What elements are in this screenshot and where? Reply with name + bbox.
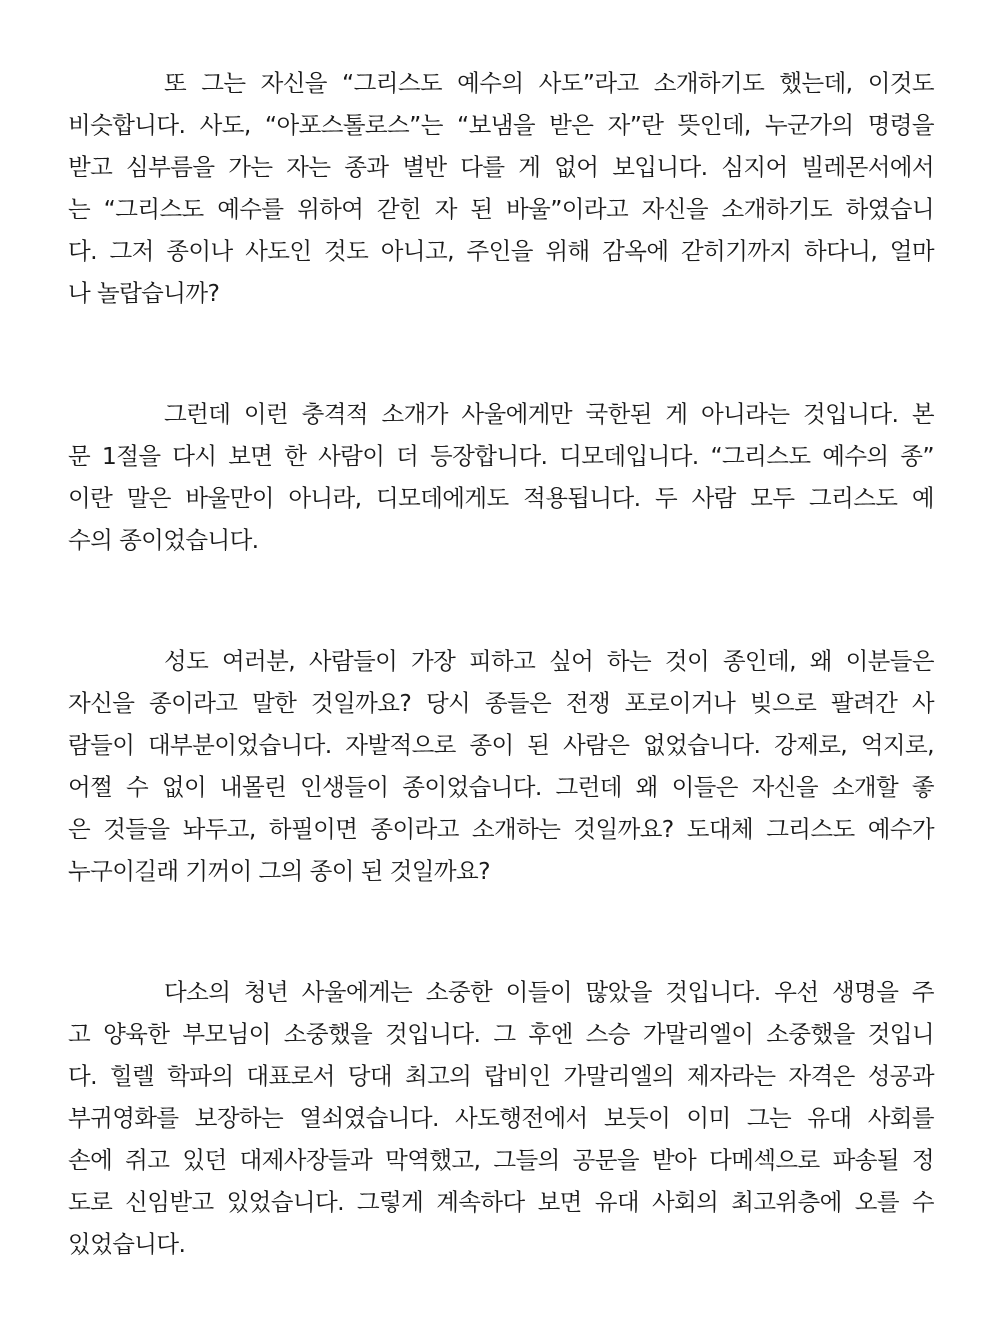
text-line: 고 양육한 부모님이 소중했을 것입니다. 그 후엔 스승 가말리엘이 소중했을 것입니 — [68, 1020, 934, 1048]
text-line: 다. 그저 종이나 사도인 것도 아니고, 주인을 위해 감옥에 갇히기까지 하다니, 얼마 — [68, 237, 934, 265]
text-line: 누구이길래 기꺼이 그의 종이 된 것일까요? — [68, 857, 490, 885]
paragraph-4 — [68, 971, 934, 1265]
paragraph-2 — [68, 393, 934, 561]
text-line: 람들이 대부분이었습니다. 자발적으로 종이 된 사람은 없었습니다. 강제로, 억지로, — [68, 731, 934, 759]
paragraph-3 — [68, 640, 934, 892]
document-body — [68, 62, 934, 1344]
text-line: 어쩔 수 없이 내몰린 인생들이 종이었습니다. 그런데 왜 이들은 자신을 소개할 좋 — [68, 773, 934, 801]
text-line: 자신을 종이라고 말한 것일까요? 당시 종들은 전쟁 포로이거나 빚으로 팔려간 사 — [68, 689, 934, 717]
text-line: 성도 여러분, 사람들이 가장 피하고 싶어 하는 것이 종인데, 왜 이분들은 — [164, 647, 934, 675]
text-line: 는 “그리스도 예수를 위하여 갇힌 자 된 바울”이라고 자신을 소개하기도 하였습니 — [68, 195, 934, 223]
text-line: 손에 쥐고 있던 대제사장들과 막역했고, 그들의 공문을 받아 다메섹으로 파송될 정 — [68, 1146, 934, 1174]
text-line: 있었습니다. — [68, 1230, 186, 1258]
text-line: 그런데 이런 충격적 소개가 사울에게만 국한된 게 아니라는 것입니다. 본 — [164, 400, 934, 428]
text-line: 또 그는 자신을 “그리스도 예수의 사도”라고 소개하기도 했는데, 이것도 — [164, 69, 934, 97]
text-line: 은 것들을 놔두고, 하필이면 종이라고 소개하는 것일까요? 도대체 그리스도 예수가 — [68, 815, 934, 843]
text-line: 부귀영화를 보장하는 열쇠였습니다. 사도행전에서 보듯이 이미 그는 유대 사회를 — [68, 1104, 934, 1132]
text-line: 받고 심부름을 가는 자는 종과 별반 다를 게 없어 보입니다. 심지어 빌레몬서에서 — [68, 153, 934, 181]
text-line: 다소의 청년 사울에게는 소중한 이들이 많았을 것입니다. 우선 생명을 주 — [164, 978, 934, 1006]
text-line: 비슷합니다. 사도, “아포스톨로스”는 “보냄을 받은 자”란 뜻인데, 누군가의 명령을 — [68, 111, 934, 139]
text-line: 다. 힐렐 학파의 대표로서 당대 최고의 랍비인 가말리엘의 제자라는 자격은 성공과 — [68, 1062, 934, 1090]
text-line: 도로 신임받고 있었습니다. 그렇게 계속하다 보면 유대 사회의 최고위층에 오를 수 — [68, 1188, 934, 1216]
text-line: 나 놀랍습니까? — [68, 279, 220, 307]
text-line: 수의 종이었습니다. — [68, 526, 259, 554]
text-line: 문 1절을 다시 보면 한 사람이 더 등장합니다. 디모데입니다. “그리스도 예수의 종” — [68, 442, 934, 470]
paragraph-1 — [68, 62, 934, 314]
text-line: 이란 말은 바울만이 아니라, 디모데에게도 적용됩니다. 두 사람 모두 그리스도 예 — [68, 484, 934, 512]
